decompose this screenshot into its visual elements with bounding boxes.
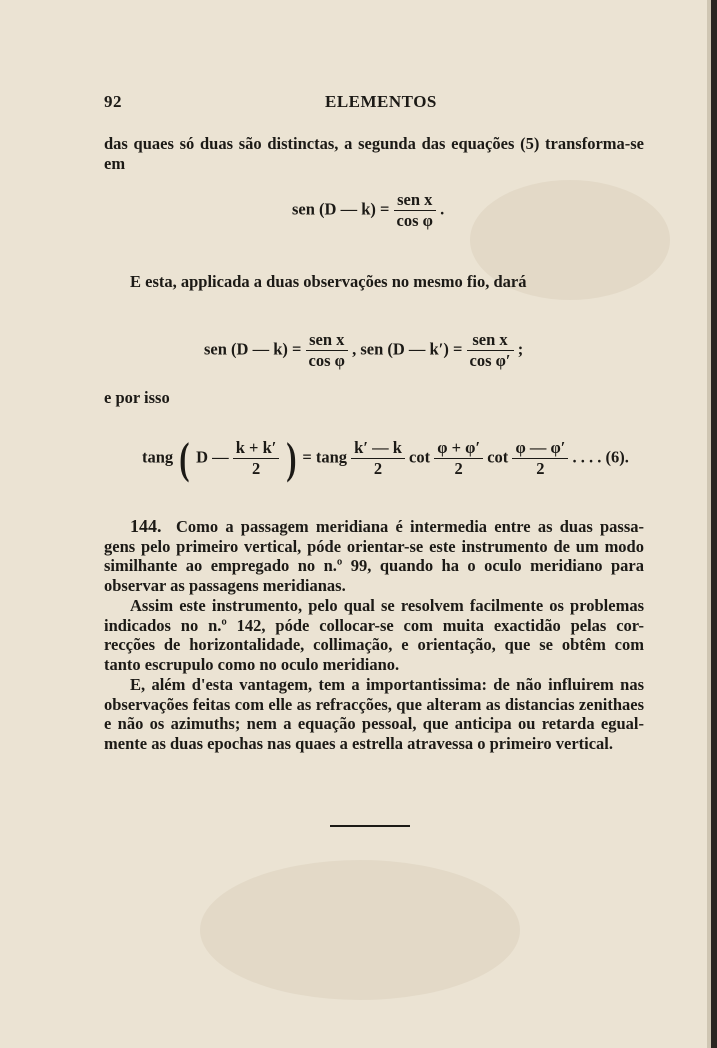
page-edge-dark	[711, 0, 717, 1048]
eq3-tang: tang	[142, 447, 174, 467]
eq3-cot-1: cot	[409, 447, 431, 467]
right-parenthesis: )	[285, 433, 296, 483]
section-144	[104, 517, 644, 596]
text-line: das quaes só duas são distinctas, a segunda das equações (5) transforma-se	[104, 134, 644, 153]
eq2-numerator-2: sen x	[467, 330, 514, 351]
eq3-cot-2: cot	[487, 447, 509, 467]
eq2-separator: , sen (D — k′) =	[352, 339, 463, 359]
section-number: 144.	[130, 516, 162, 536]
eq3-fraction-3	[434, 438, 483, 479]
eq2-denominator-2: cos φ′	[469, 351, 511, 370]
text-line: em	[104, 153, 126, 173]
eq3-denominator-4: 2	[536, 459, 545, 478]
eq2-denominator-1: cos φ	[308, 351, 345, 370]
text-line: E, além d'esta vantagem, tem a importantissima: de não influirem nas	[130, 675, 644, 694]
page-number: 92	[104, 92, 122, 111]
text-line: e não os azimuths; nem a equação pessoal, que anticipa ou retarda egual-	[104, 714, 644, 734]
paragraph-applicada: E esta, applicada a duas observações no mesmo fio, dará	[130, 272, 527, 291]
eq3-numerator-4: φ — φ′	[512, 438, 568, 459]
text-line: recções de horizontalidade, collimação, e orientação, que se obtêm com	[104, 635, 644, 655]
eq3-numerator-3: φ + φ′	[434, 438, 483, 459]
eq1-numerator: sen x	[394, 190, 436, 211]
eq3-equals-tang: = tang	[302, 447, 348, 467]
paragraph-por-isso: e por isso	[104, 388, 170, 407]
eq2-fraction-1	[306, 330, 348, 371]
eq1-denominator: cos φ	[396, 211, 433, 230]
eq3-d-minus: D —	[196, 447, 229, 467]
eq3-fraction-4	[512, 438, 568, 479]
text-line: Assim este instrumento, pelo qual se resolvem facilmente os problemas	[130, 596, 644, 615]
eq3-numerator-2: k′ — k	[351, 438, 405, 459]
paragraph-vantagem	[104, 675, 644, 754]
running-title: ELEMENTOS	[325, 92, 437, 111]
eq1-lhs: sen (D — k) =	[292, 199, 390, 219]
eq1-fraction	[394, 190, 436, 231]
text-line: observar as passagens meridianas.	[104, 576, 346, 596]
eq2-end: ;	[517, 339, 524, 359]
paper-stain	[200, 860, 520, 1000]
paragraph-assim	[104, 596, 644, 675]
eq3-fraction-1	[233, 438, 280, 479]
eq3-denominator-2: 2	[373, 459, 383, 478]
eq2-fraction-2	[467, 330, 514, 371]
eq3-fraction-2	[351, 438, 405, 479]
eq3-denominator-1: 2	[251, 459, 261, 478]
text-line: tanto escrupulo como no oculo meridiano.	[104, 655, 400, 675]
eq1-end: .	[440, 199, 445, 219]
section-divider	[330, 825, 410, 827]
paragraph-intro	[104, 134, 644, 173]
eq2-lhs1: sen (D — k) =	[204, 339, 302, 359]
eq3-numerator-1: k + k′	[233, 438, 280, 459]
text-line: similhante ao empregado no n.º 99, quando ha o oculo meridiano para	[104, 556, 644, 576]
equation-6	[142, 433, 629, 483]
eq2-numerator-1: sen x	[306, 330, 348, 351]
text-line	[104, 517, 644, 537]
equation-2	[204, 330, 523, 371]
text-line: gens pelo primeiro vertical, póde orientar-se este instrumento de um modo	[104, 536, 644, 556]
left-parenthesis: (	[179, 433, 190, 483]
text-line: observações feitas com elle as refracções, que alteram as distancias zenithaes	[104, 694, 644, 714]
equation-1	[292, 190, 444, 231]
section-first-line: Como a passagem meridiana é intermedia entre as duas passa-	[175, 517, 644, 536]
eq3-denominator-3: 2	[454, 459, 463, 478]
eq3-label: . . . . (6).	[572, 447, 629, 467]
text-line: mente as duas epochas nas quaes a estrella atravessa o primeiro vertical.	[104, 734, 614, 754]
text-line: indicados no n.º 142, póde collocar-se com muita exactidão pelas cor-	[104, 615, 644, 635]
